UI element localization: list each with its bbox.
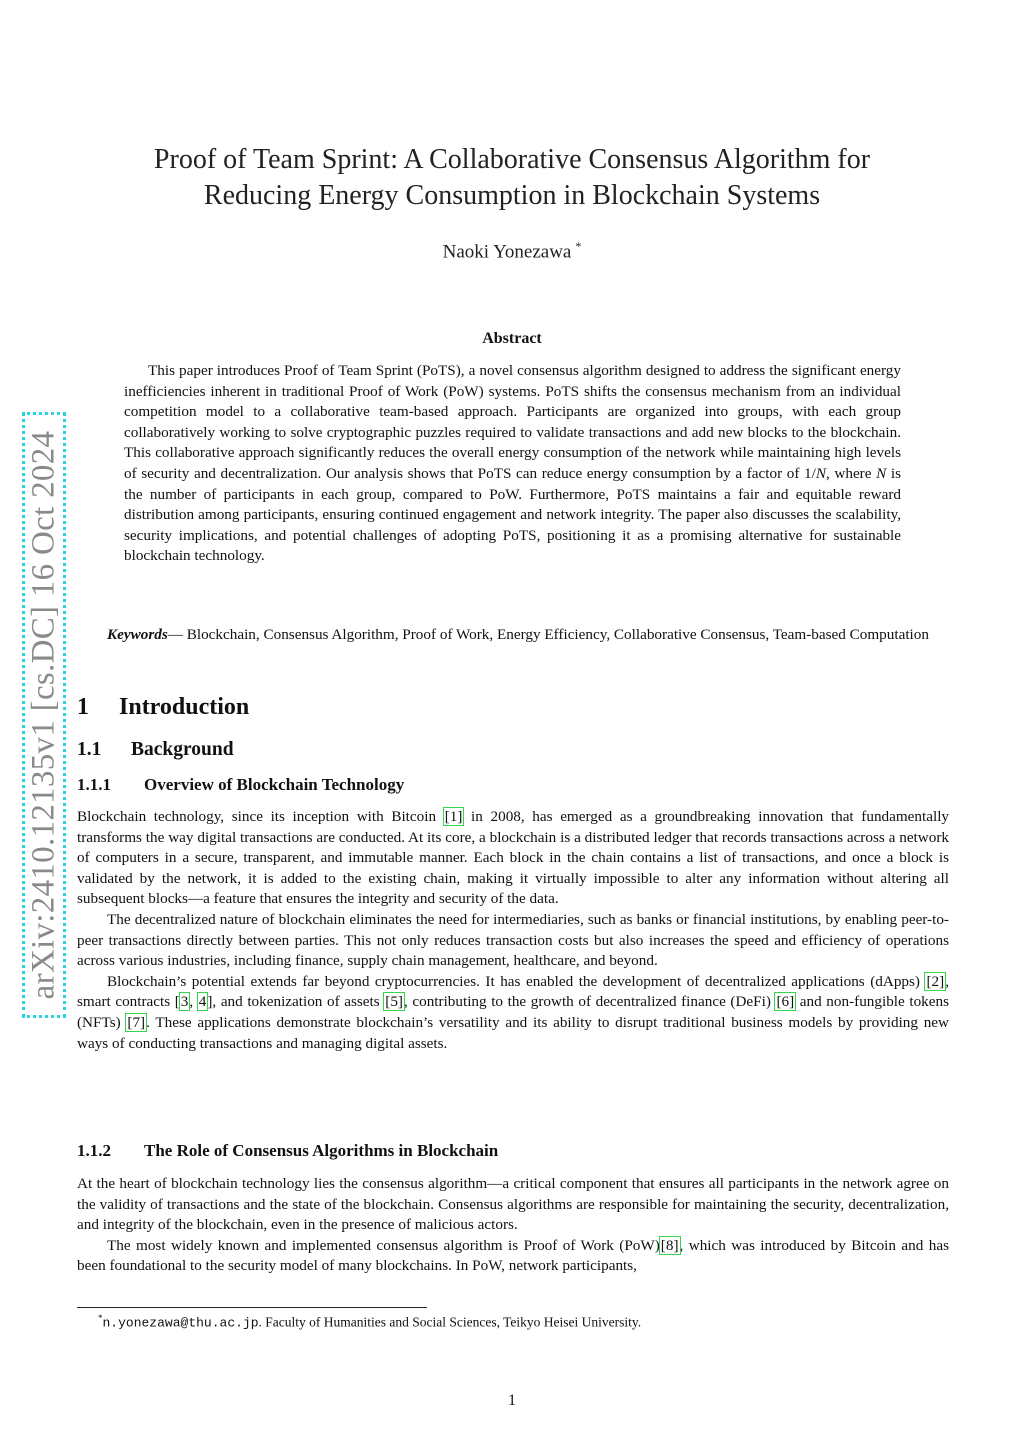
citation-link[interactable]: [2] [926, 972, 945, 990]
paragraph: At the heart of blockchain technology lies the consensus algorithm—a critical component that ensures all participants in the network agree on the validity of transactions and the state of the blockchain. Consensus algorithms are responsible for maintaining the security, decentralization, and integrity of the blockchain, even in the presence of malicious actors. [77, 1175, 949, 1234]
section-body-overview [77, 807, 949, 1054]
keywords-list: — Blockchain, Consensus Algorithm, Proof of Work, Energy Efficiency, Collaborative Consensus, Team-based Computation [167, 626, 929, 643]
abstract-text: This paper introduces Proof of Team Sprint (PoTS), a novel consensus algorithm designed to address the significant energy inefficiencies inherent in traditional Proof of Work (PoW) systems. PoTS shifts the consensus mechanism from an individual competition model to a collaborative team-based approach. Participants are organized into groups, with each group collaboratively working to solve cryptographic puzzles required to validate transactions and add new blocks to the blockchain. This collaborative approach significantly reduces the overall energy consumption of the network while maintaining high levels of security and decentralization. Our analysis shows that PoTS can reduce energy consumption by a factor of 1/N, where N is the number of participants in each group, compared to PoW. Furthermore, PoTS maintains a fair and equitable reward distribution among participants, ensuring continued engagement and network integrity. The paper also discusses the scalability, security implications, and potential challenges of adopting PoTS, positioning it as a promising alternative for sustainable blockchain technology. [124, 362, 901, 565]
author-name: Naoki Yonezawa [442, 241, 572, 263]
citation-link[interactable]: [6] [776, 993, 795, 1011]
math-var-n: N [876, 464, 887, 482]
citation-link[interactable]: 3 [180, 993, 189, 1011]
arxiv-stamp [22, 412, 66, 1018]
arxiv-id-label: arXiv:2410.12135v1 [cs.DC] 16 Oct 2024 [25, 430, 62, 1000]
page-number: 1 [508, 1392, 516, 1409]
affiliation-text: . Faculty of Humanities and Social Sciences, Teikyo Heisei University. [258, 1314, 642, 1330]
author-footnote-mark[interactable]: * [575, 239, 582, 253]
section-body-consensus-role [77, 1174, 949, 1277]
keywords [77, 625, 949, 646]
section-heading-introduction: 1 Introduction [77, 694, 250, 720]
paragraph: Blockchain’s potential extends far beyond cryptocurrencies. It has enabled the development of decentralized applications (dApps) [2], smart contracts [3, 4], and tokenization of assets [5], contributing to the growth of decentralized finance (DeFi) [6] and non-fungible tokens (NFTs) [7]. These applications demonstrate blockchain’s versatility and its ability to disrupt traditional business models by providing new ways of conducting transactions and managing digital assets. [77, 972, 950, 1052]
author-email-link[interactable]: n.yonezawa@thu.ac.jp [102, 1315, 259, 1331]
subsection-heading-background: 1.1 Background [77, 739, 234, 760]
footnote-mark: * [98, 1313, 103, 1323]
title-line-2: Reducing Energy Consumption in Blockchain Systems [203, 180, 821, 211]
footnote [98, 1313, 641, 1331]
subsubsection-heading-consensus-role: 1.1.2 The Role of Consensus Algorithms in Blockchain [77, 1141, 499, 1160]
citation-link[interactable]: [7] [127, 1013, 146, 1031]
citation-link[interactable]: [5] [385, 993, 403, 1011]
paper-title [100, 142, 924, 214]
paragraph: The most widely known and implemented consensus algorithm is Proof of Work (PoW)[8], which was introduced by Bitcoin and has been foundational to the security model of many blockchains. In PoW, network participants, [77, 1236, 949, 1275]
citation-link[interactable]: [1] [444, 808, 463, 825]
title-line-1: Proof of Team Sprint: A Collaborative Consensus Algorithm for [153, 144, 871, 175]
keywords-label: Keywords [107, 626, 168, 643]
abstract-heading: Abstract [482, 330, 542, 347]
paragraph: The decentralized nature of blockchain eliminates the need for intermediaries, such as banks or financial institutions, by enabling peer-to-peer transactions directly between parties. This not only reduces transaction costs but also increases the speed and efficiency of operations across various industries, including finance, supply chain management, healthcare, and beyond. [77, 910, 949, 970]
math-var-n: N [815, 464, 826, 482]
subsubsection-heading-overview: 1.1.1 Overview of Blockchain Technology [77, 775, 405, 794]
paragraph: Blockchain technology, since its inception with Bitcoin [1] in 2008, has emerged as a groundbreaking innovation that fundamentally transforms the way digital transactions are conducted. At its core, a blockchain is a distributed ledger that records transactions across a network of computers in a secure, transparent, and immutable manner. Each block in the chain contains a list of transactions, and once a block is validated by the network, it is added to the existing chain, making it virtually impossible to alter any information without altering all subsequent blocks—a feature that ensures the integrity and security of the data. [77, 808, 950, 908]
citation-link[interactable]: [8] [660, 1236, 679, 1254]
footnote-rule [77, 1307, 427, 1308]
citation-link[interactable]: 4 [198, 993, 207, 1011]
author-line [0, 239, 1024, 263]
